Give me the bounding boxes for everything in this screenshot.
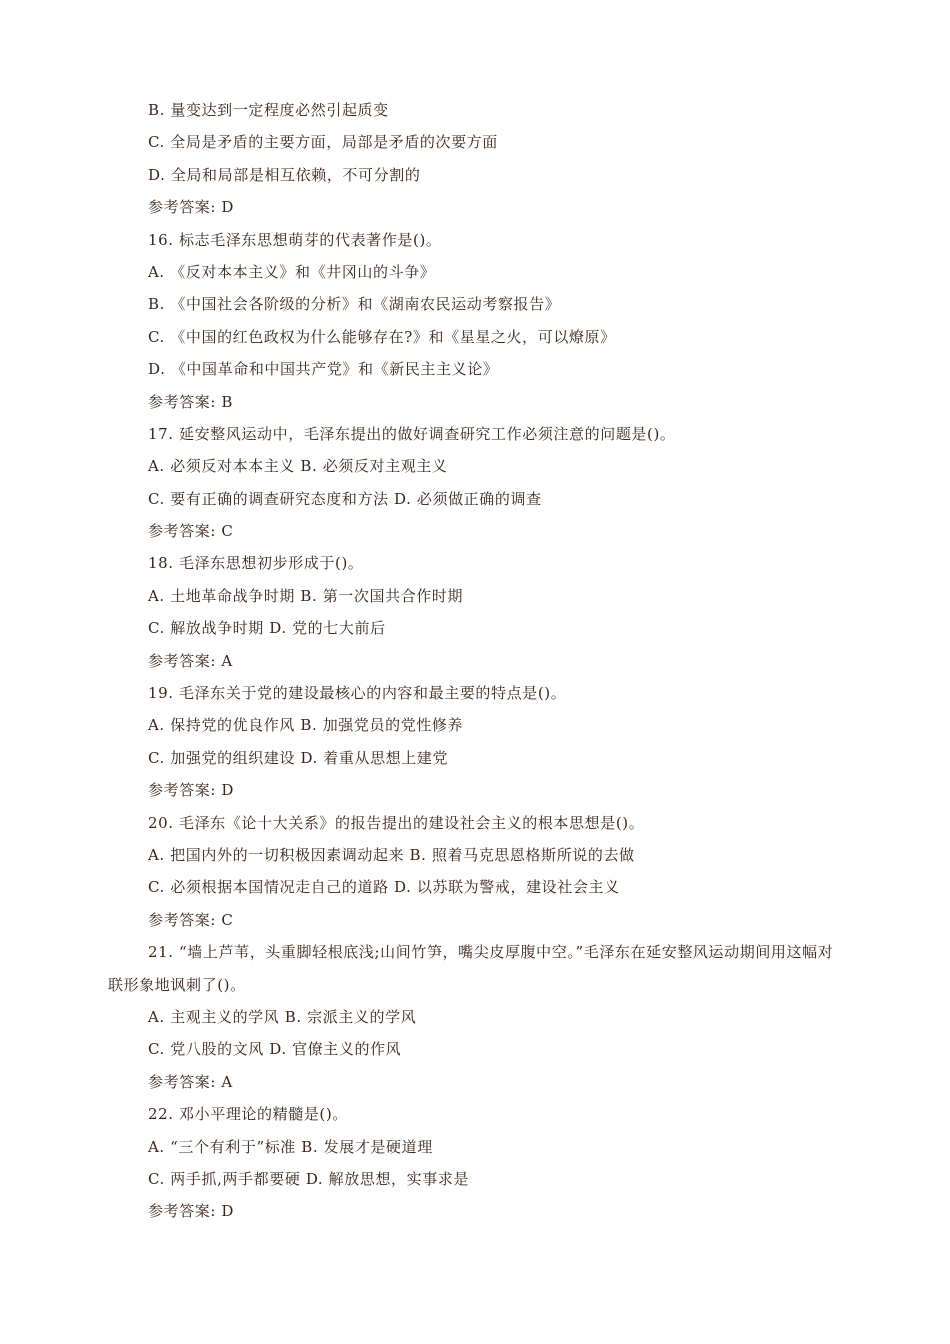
option-line: C. 党八股的文风 D. 官僚主义的作风 — [148, 1040, 402, 1059]
answer-line: 参考答案: D — [148, 198, 235, 217]
option-line: D. 《中国革命和中国共产党》和《新民主主义论》 — [148, 360, 499, 379]
option-line: C. 全局是矛盾的主要方面，局部是矛盾的次要方面 — [148, 133, 498, 152]
option-line: A. 土地革命战争时期 B. 第一次国共合作时期 — [148, 586, 464, 605]
option-line: C. 解放战争时期 D. 党的七大前后 — [148, 619, 386, 638]
question-20: 20. 毛泽东《论十大关系》的报告提出的建设社会主义的根本思想是()。 — [148, 813, 645, 832]
option-line: A. 必须反对本本主义 B. 必须反对主观主义 — [148, 457, 448, 476]
question-16: 16. 标志毛泽东思想萌芽的代表著作是()。 — [148, 230, 442, 249]
option-line: C. 加强党的组织建设 D. 着重从思想上建党 — [148, 748, 449, 767]
answer-line: 参考答案: C — [148, 910, 234, 929]
option-line: A. 保持党的优良作风 B. 加强党员的党性修养 — [148, 716, 464, 735]
option-line: C. 要有正确的调查研究态度和方法 D. 必须做正确的调查 — [148, 489, 542, 508]
option-line: C. 《中国的红色政权为什么能够存在?》和《星星之火，可以燎原》 — [148, 327, 616, 346]
option-line: C. 两手抓,两手都要硬 D. 解放思想，实事求是 — [148, 1169, 470, 1188]
question-17: 17. 延安整风运动中，毛泽东提出的做好调查研究工作必须注意的问题是()。 — [148, 424, 676, 443]
option-line: A. 把国内外的一切积极因素调动起来 B. 照着马克思恩格斯所说的去做 — [148, 845, 635, 864]
document-body — [108, 94, 848, 1228]
option-line: C. 必须根据本国情况走自己的道路 D. 以苏联为警戒，建设社会主义 — [148, 878, 620, 897]
option-line: A. 《反对本本主义》和《井冈山的斗争》 — [148, 262, 436, 281]
answer-line: 参考答案: D — [148, 781, 235, 800]
answer-line: 参考答案: C — [148, 522, 234, 541]
option-line: B. 《中国社会各阶级的分析》和《湖南农民运动考察报告》 — [148, 295, 561, 314]
question-19: 19. 毛泽东关于党的建设最核心的内容和最主要的特点是()。 — [148, 684, 567, 703]
question-18: 18. 毛泽东思想初步形成于()。 — [148, 554, 364, 573]
option-line: A. 主观主义的学风 B. 宗派主义的学风 — [148, 1007, 417, 1026]
answer-line: 参考答案: B — [148, 392, 234, 411]
option-line: D. 全局和局部是相互依赖，不可分割的 — [148, 165, 421, 184]
answer-line: 参考答案: A — [148, 651, 233, 670]
answer-line: 参考答案: A — [148, 1072, 233, 1091]
option-line: B. 量变达到一定程度必然引起质变 — [148, 101, 389, 119]
question-21: 21. “墙上芦苇，头重脚轻根底浅;山间竹笋，嘴尖皮厚腹中空。”毛泽东在延安整风运动期间用这幅对联形象地讽刺了()。 — [108, 943, 834, 994]
question-22: 22. 邓小平理论的精髓是()。 — [148, 1105, 348, 1124]
option-line: A. “三个有利于”标准 B. 发展才是硬道理 — [148, 1137, 433, 1156]
answer-line: 参考答案: D — [148, 1202, 235, 1221]
